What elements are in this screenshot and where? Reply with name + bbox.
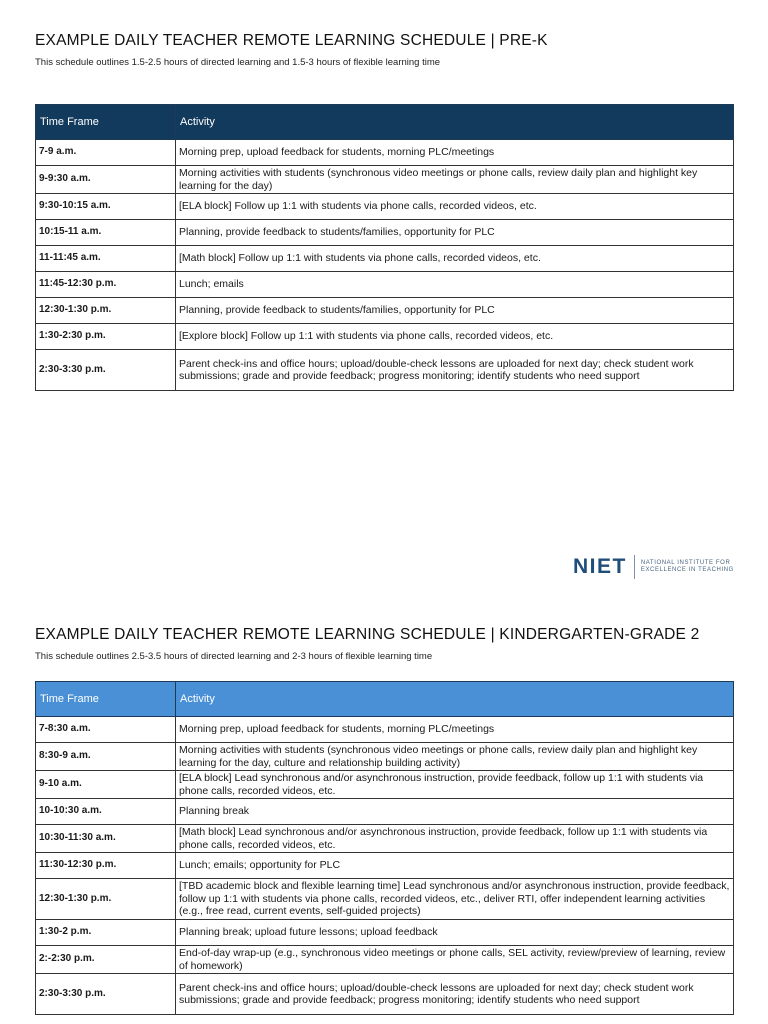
time-cell: 10-10:30 a.m. xyxy=(36,799,176,825)
table-row xyxy=(36,946,734,974)
table-row xyxy=(36,140,734,166)
time-cell: 9-10 a.m. xyxy=(36,771,176,799)
activity-cell: [Explore block] Follow up 1:1 with students via phone calls, recorded videos, etc. xyxy=(176,324,734,350)
time-cell: 12:30-1:30 p.m. xyxy=(36,879,176,920)
table-row xyxy=(36,825,734,853)
activity-cell: [ELA block] Lead synchronous and/or asynchronous instruction, provide feedback, follow up 1:1 with students via phone calls, recorded videos, etc. xyxy=(176,771,734,799)
activity-cell: [TBD academic block and flexible learning time] Lead synchronous and/or asynchronous instruction, provide feedback, follow up 1:1 with students via phone calls, recorded videos, etc., deliver RTI, offer independent learning activities (e.g., free read, current events, self-guided projects) xyxy=(176,879,734,920)
activity-cell: Planning break xyxy=(176,799,734,825)
time-cell: 11-11:45 a.m. xyxy=(36,246,176,272)
activity-cell: [Math block] Lead synchronous and/or asynchronous instruction, provide feedback, follow up 1:1 with students via phone calls, recorded videos, etc. xyxy=(176,825,734,853)
activity-cell: Morning prep, upload feedback for students, morning PLC/meetings xyxy=(176,717,734,743)
time-cell: 7-9 a.m. xyxy=(36,140,176,166)
activity-cell: Planning, provide feedback to students/families, opportunity for PLC xyxy=(176,298,734,324)
activity-cell: End-of-day wrap-up (e.g., synchronous video meetings or phone calls, SEL activity, review/preview of learning, review of homework) xyxy=(176,946,734,974)
table-row xyxy=(36,246,734,272)
logo-line-2: EXCELLENCE IN TEACHING xyxy=(640,567,734,573)
table-row xyxy=(36,771,734,799)
page-title-prek: EXAMPLE DAILY TEACHER REMOTE LEARNING SCHEDULE | PRE-K xyxy=(35,32,548,49)
subtitle-prek: This schedule outlines 1.5-2.5 hours of directed learning and 1.5-3 hours of flexible learning time xyxy=(35,57,441,68)
activity-cell: [ELA block] Follow up 1:1 with students via phone calls, recorded videos, etc. xyxy=(176,194,734,220)
time-cell: 1:30-2:30 p.m. xyxy=(36,324,176,350)
table-row xyxy=(36,272,734,298)
table-row xyxy=(36,194,734,220)
time-cell: 2:-2:30 p.m. xyxy=(36,946,176,974)
time-cell: 2:30-3:30 p.m. xyxy=(36,974,176,1015)
subtitle-k2: This schedule outlines 2.5-3.5 hours of directed learning and 2-3 hours of flexible learning time xyxy=(35,651,433,662)
time-cell: 12:30-1:30 p.m. xyxy=(36,298,176,324)
header-activity: Activity xyxy=(176,682,734,717)
table-row xyxy=(36,220,734,246)
table-row xyxy=(36,974,734,1015)
table-row xyxy=(36,166,734,194)
activity-cell: Morning prep, upload feedback for students, morning PLC/meetings xyxy=(176,140,734,166)
logo-mark: NIET xyxy=(573,555,627,578)
schedule-table-prek xyxy=(35,104,734,391)
time-cell: 10:15-11 a.m. xyxy=(36,220,176,246)
activity-cell: Lunch; emails xyxy=(176,272,734,298)
time-cell: 8:30-9 a.m. xyxy=(36,743,176,771)
time-cell: 11:30-12:30 p.m. xyxy=(36,853,176,879)
table-row xyxy=(36,743,734,771)
activity-cell: Parent check-ins and office hours; upload/double-check lessons are uploaded for next day; check student work submissions; grade and provide feedback; progress monitoring; identify students who need support xyxy=(176,974,734,1015)
time-cell: 9:30-10:15 a.m. xyxy=(36,194,176,220)
activity-cell: Lunch; emails; opportunity for PLC xyxy=(176,853,734,879)
table-row xyxy=(36,717,734,743)
header-activity: Activity xyxy=(176,105,734,140)
header-time-frame: Time Frame xyxy=(36,105,176,140)
time-cell: 1:30-2 p.m. xyxy=(36,920,176,946)
table-header-row xyxy=(36,682,734,717)
time-cell: 2:30-3:30 p.m. xyxy=(36,350,176,391)
schedule-table-k2 xyxy=(35,681,734,1015)
activity-cell: Parent check-ins and office hours; upload/double-check lessons are uploaded for next day; check student work submissions; grade and provide feedback; progress monitoring; identify students who need support xyxy=(176,350,734,391)
activity-cell: [Math block] Follow up 1:1 with students via phone calls, recorded videos, etc. xyxy=(176,246,734,272)
page-title-k2: EXAMPLE DAILY TEACHER REMOTE LEARNING SCHEDULE | KINDERGARTEN-GRADE 2 xyxy=(35,626,700,643)
table-row xyxy=(36,324,734,350)
niet-logo xyxy=(573,555,734,579)
time-cell: 11:45-12:30 p.m. xyxy=(36,272,176,298)
table-row xyxy=(36,799,734,825)
header-time-frame: Time Frame xyxy=(36,682,176,717)
time-cell: 10:30-11:30 a.m. xyxy=(36,825,176,853)
activity-cell: Planning, provide feedback to students/families, opportunity for PLC xyxy=(176,220,734,246)
logo-divider xyxy=(634,555,635,579)
activity-cell: Planning break; upload future lessons; upload feedback xyxy=(176,920,734,946)
activity-cell: Morning activities with students (synchronous video meetings or phone calls, review daily plan and highlight key learning for the day, culture and relationship building activity) xyxy=(176,743,734,771)
time-cell: 7-8:30 a.m. xyxy=(36,717,176,743)
table-row xyxy=(36,350,734,391)
table-row xyxy=(36,879,734,920)
logo-line-1: NATIONAL INSTITUTE FOR xyxy=(640,560,731,566)
table-row xyxy=(36,853,734,879)
activity-cell: Morning activities with students (synchronous video meetings or phone calls, review daily plan and highlight key learning for the day) xyxy=(176,166,734,194)
table-row xyxy=(36,298,734,324)
logo-subtitle xyxy=(641,560,734,574)
table-header-row xyxy=(36,105,734,140)
table-row xyxy=(36,920,734,946)
time-cell: 9-9:30 a.m. xyxy=(36,166,176,194)
